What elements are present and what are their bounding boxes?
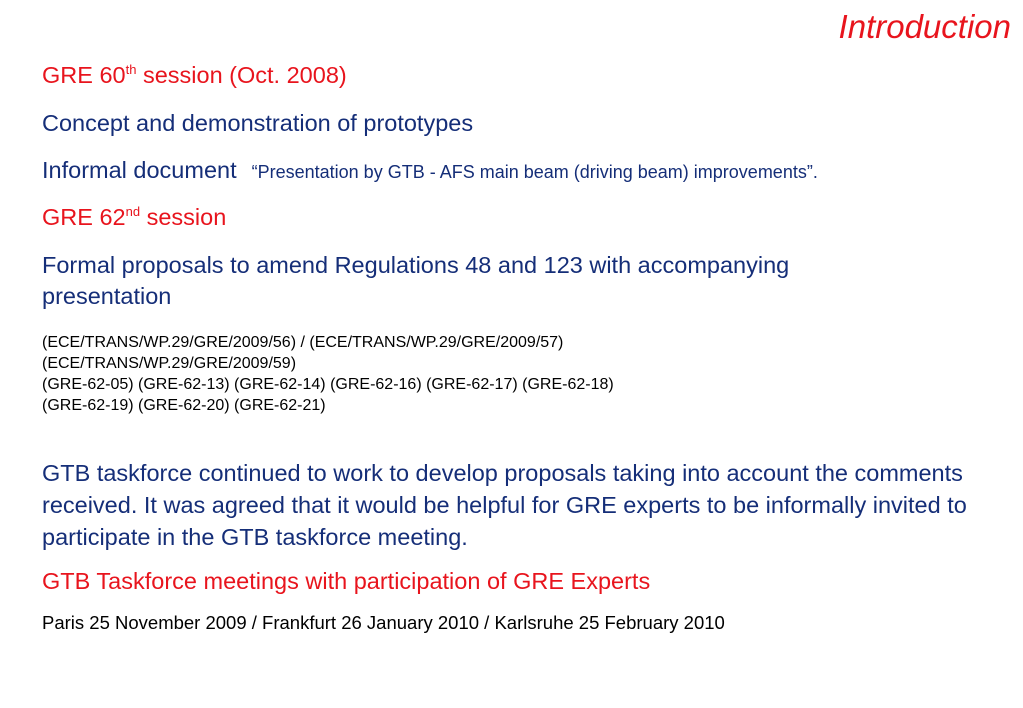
reference-line: (ECE/TRANS/WP.29/GRE/2009/59) <box>42 355 297 372</box>
gre60-prefix: GRE 60 <box>42 62 126 88</box>
meetings-detail: Paris 25 November 2009 / Frankfurt 26 January 2010 / Karlsruhe 25 February 2010 <box>42 612 725 633</box>
gre62-prefix: GRE 62 <box>42 204 126 230</box>
formal-proposals-line-1: Formal proposals to amend Regulations 48 and 123 with accompanying <box>42 252 790 278</box>
slide-title: Introduction <box>838 8 1011 45</box>
meetings-heading: GTB Taskforce meetings with participation of GRE Experts <box>42 568 651 594</box>
formal-proposals-line-2: presentation <box>42 283 172 309</box>
reference-line: (ECE/TRANS/WP.29/GRE/2009/56) / (ECE/TRANS/WP.29/GRE/2009/57) <box>42 334 564 351</box>
gre60-suffix: session (Oct. 2008) <box>136 62 347 88</box>
taskforce-paragraph: GTB taskforce continued to work to develop proposals taking into account the comments received. It was agreed that it would be helpful for GRE experts to be informally invited to participate in the GTB taskforce meeting. <box>42 460 967 550</box>
informal-document-line <box>42 157 818 184</box>
gre60-superscript: th <box>125 62 137 77</box>
gre60-heading <box>42 62 347 89</box>
gre62-suffix: session <box>140 204 227 230</box>
document-references <box>42 332 614 416</box>
reference-line: (GRE-62-05) (GRE-62-13) (GRE-62-14) (GRE-62-16) (GRE-62-17) (GRE-62-18) <box>42 376 614 393</box>
gre62-superscript: nd <box>125 204 141 219</box>
concept-line: Concept and demonstration of prototypes <box>42 110 474 136</box>
informal-document-label: Informal document <box>42 157 237 183</box>
gre62-heading <box>42 204 226 231</box>
reference-line: (GRE-62-19) (GRE-62-20) (GRE-62-21) <box>42 397 326 414</box>
informal-document-quote: “Presentation by GTB - AFS main beam (driving beam) improvements”. <box>251 162 818 182</box>
